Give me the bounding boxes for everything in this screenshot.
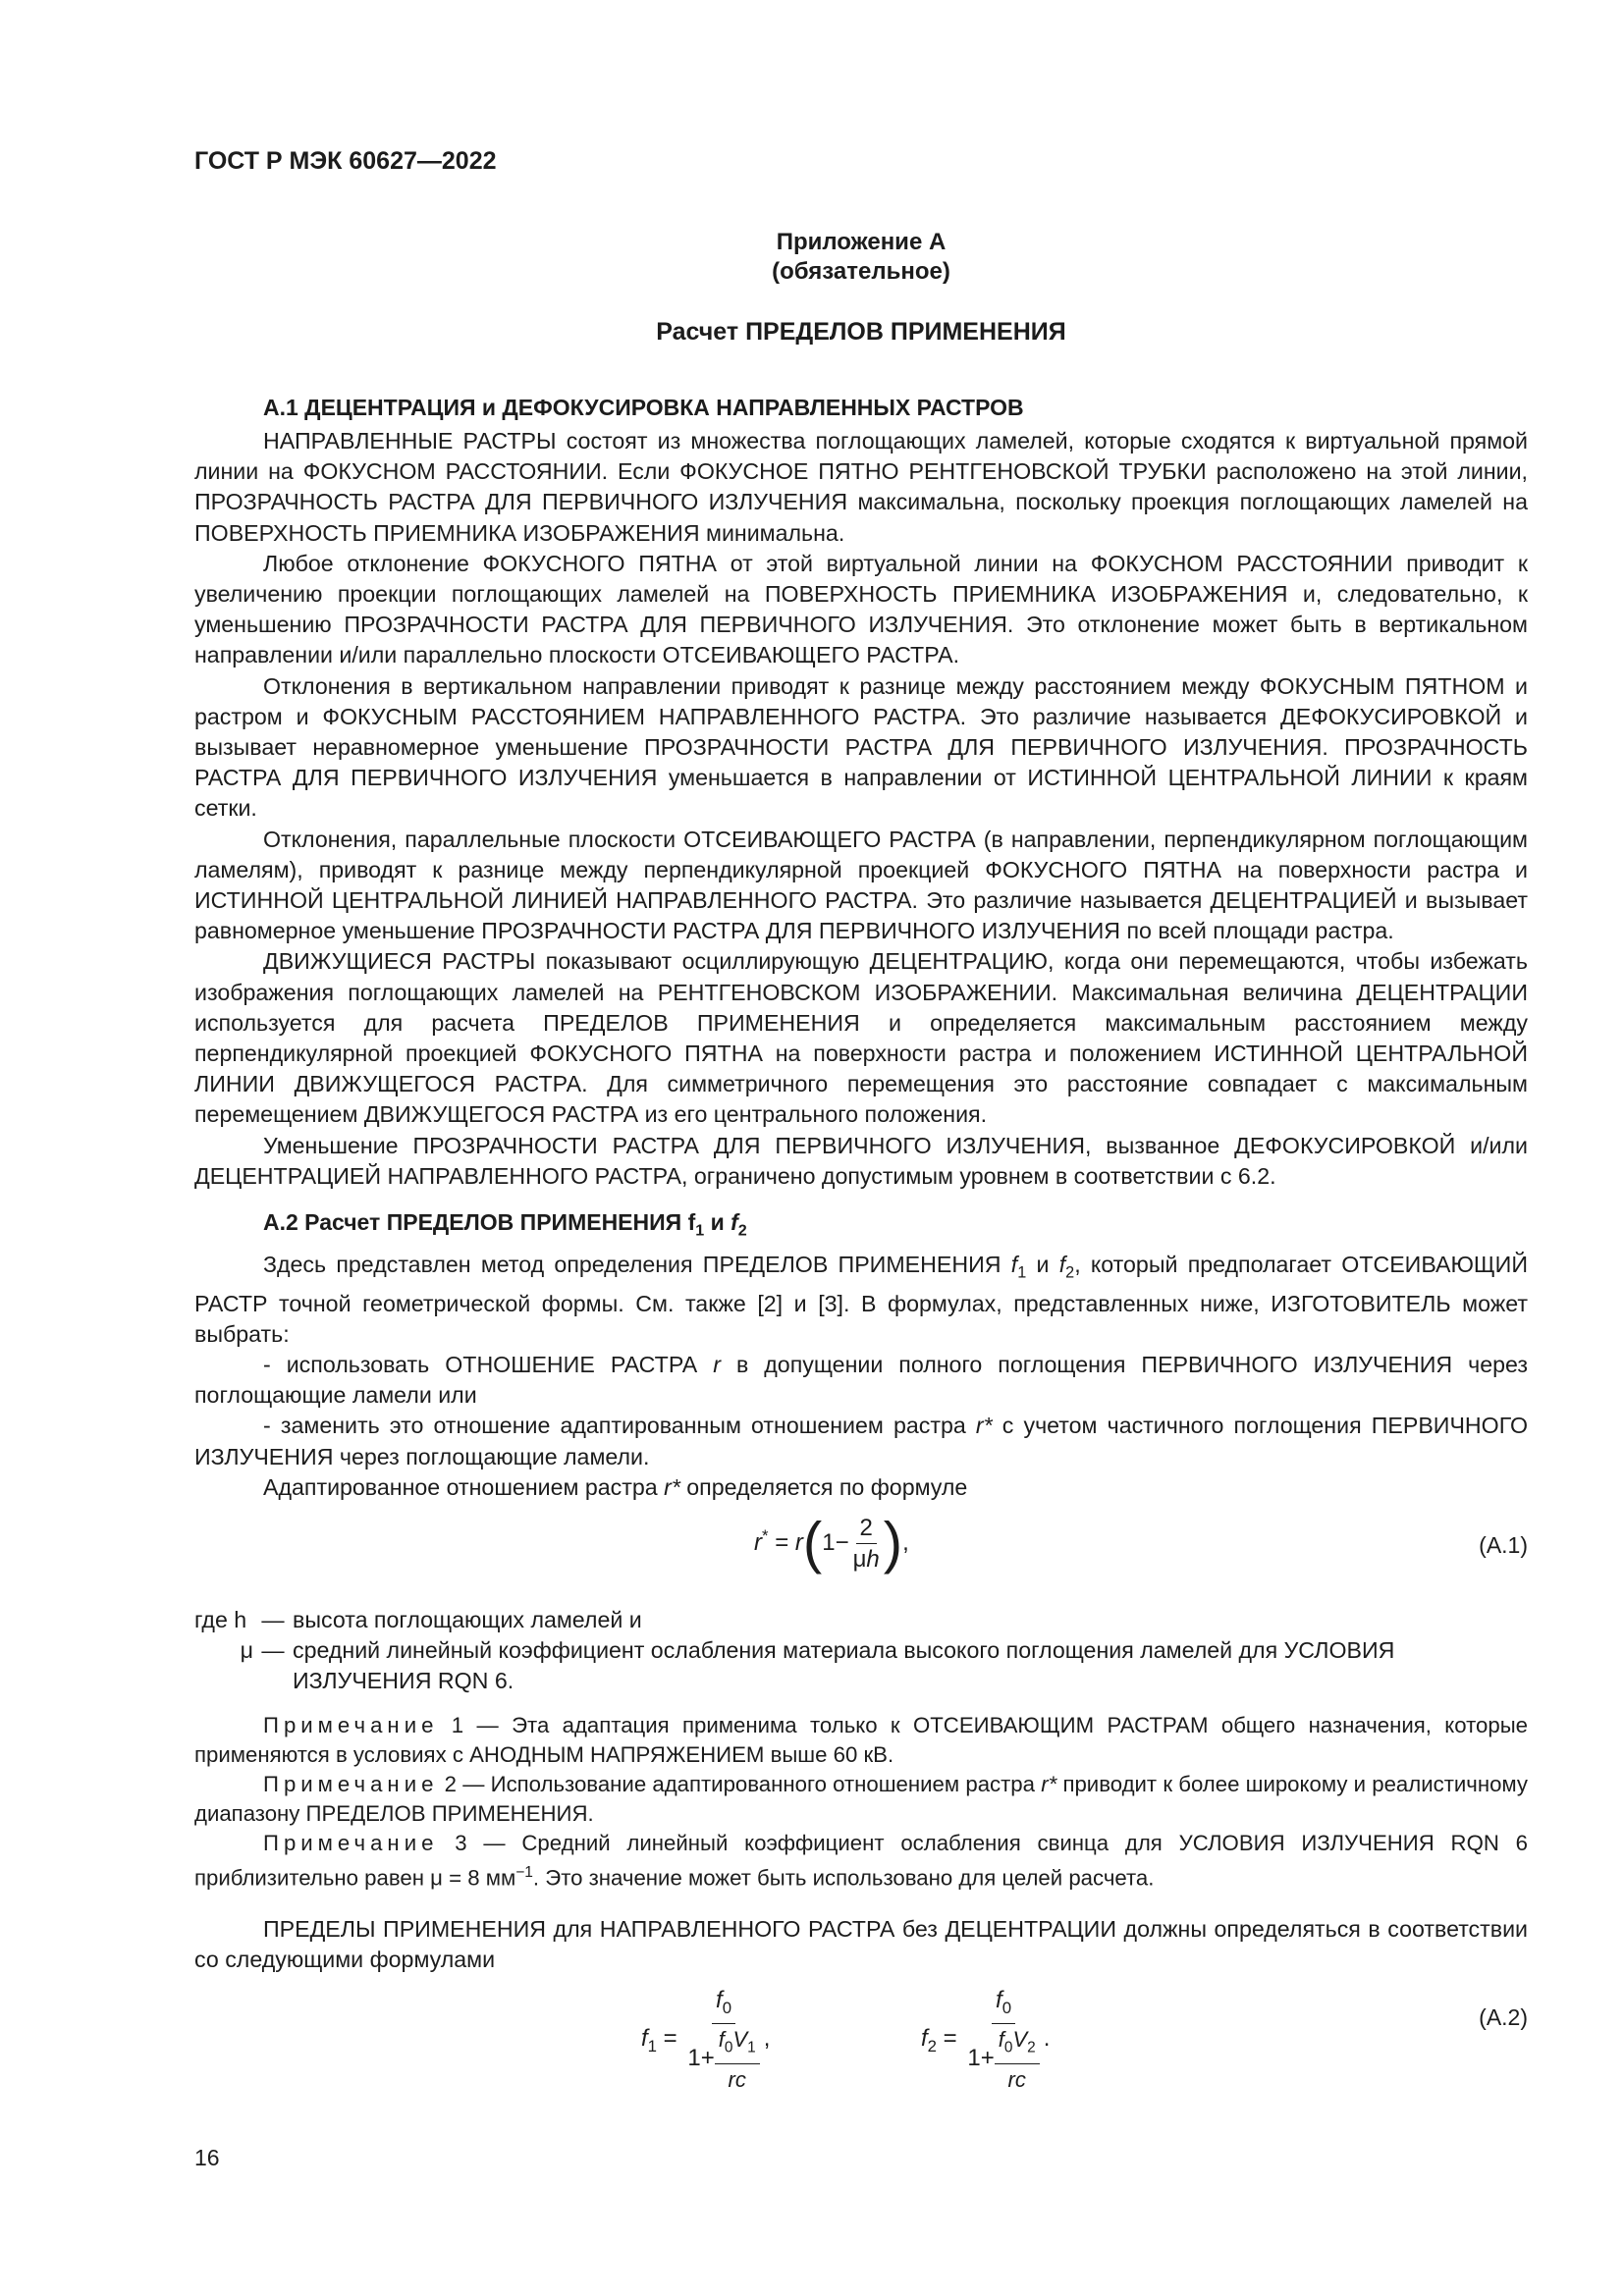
note-1: Примечание 1 — Эта адаптация применима только к ОТСЕИВАЮЩИМ РАСТРАМ общего назначения, которые применяются в условиях с АНОДНЫМ НАПРЯЖЕНИЕМ выше 60 кВ.: [194, 1712, 1528, 1767]
paragraph: Уменьшение ПРОЗРАЧНОСТИ РАСТРА ДЛЯ ПЕРВИЧНОГО ИЗЛУЧЕНИЯ, вызванное ДЕФОКУСИРОВКОЙ и/или ДЕЦЕНТРАЦИЕЙ НАПРАВЛЕННОГО РАСТРА, ограничено допустимым уровнем в соответствии с 6.2.: [194, 1132, 1528, 1189]
page-number: 16: [194, 2145, 220, 2170]
where-row: где h — высота поглощающих ламелей и: [194, 1606, 642, 1632]
section-a1-heading: А.1 ДЕЦЕНТРАЦИЯ и ДЕФОКУСИРОВКА НАПРАВЛЕННЫХ РАСТРОВ: [263, 395, 1024, 420]
formula-a1-number: (А.1): [1479, 1531, 1528, 1558]
paragraph: НАПРАВЛЕННЫЕ РАСТРЫ состоят из множества поглощающих ламелей, которые сходятся к виртуальной прямой линии на ФОКУСНОМ РАССТОЯНИИ. Если ФОКУСНОЕ ПЯТНО РЕНТГЕНОВСКОЙ ТРУБКИ расположено на этой линии, ПРОЗРАЧНОСТЬ РАСТРА ДЛЯ ПЕРВИЧНОГО ИЗЛУЧЕНИЯ максимальна, поскольку проекция поглощающих ламелей на ПОВЕРХНОСТЬ ПРИЕМНИКА ИЗОБРАЖЕНИЯ минимальна.: [194, 428, 1528, 546]
paragraph: Любое отклонение ФОКУСНОГО ПЯТНА от этой виртуальной линии на ФОКУСНОМ РАССТОЯНИИ приводит к увеличению проекции поглощающих ламелей на ПОВЕРХНОСТЬ ПРИЕМНИКА ИЗОБРАЖЕНИЯ и, следовательно, к уменьшению ПРОЗРАЧНОСТИ РАСТРА ДЛЯ ПЕРВИЧНОГО ИЗЛУЧЕНИЯ. Это отклонение может быть в вертикальном направлении и/или параллельно плоскости ОТСЕИВАЮЩЕГО РАСТРА.: [194, 550, 1528, 668]
formula-a1-expression: r* = r(1− $\frac{2}{\mu h}$ ),: [754, 1511, 909, 1575]
paragraph: Здесь представлен метод определения ПРЕДЕЛОВ ПРИМЕНЕНИЯ $f_1$ и $f_2$, который предполагает ОТСЕИВАЮЩИЙ РАСТР точной геометрической формы. См. также [2] и [3]. В формулах, представленных ниже, ИЗГОТОВИТЕЛЬ может выбрать:: [194, 1251, 1529, 1347]
notes-block: [194, 1711, 1528, 1893]
annex-status: (обязательное): [772, 258, 950, 285]
paragraph: ДВИЖУЩИЕСЯ РАСТРЫ показывают осциллирующую ДЕЦЕНТРАЦИЮ, когда они перемещаются, чтобы избежать изображения поглощающих ламелей на РЕНТГЕНОВСКОМ ИЗОБРАЖЕНИИ. Максимальная величина ДЕЦЕНТРАЦИИ используется для расчета ПРЕДЕЛОВ ПРИМЕНЕНИЯ и определяется максимальным расстоянием между перпендикулярной проекцией ФОКУСНОГО ПЯТНА на поверхности растра и положением ИСТИННОЙ ЦЕНТРАЛЬНОЙ ЛИНИИ ДВИЖУЩЕГОСЯ РАСТРА. Для симметричного перемещения это расстояние совпадает с максимальным перемещением ДВИЖУЩЕГОСЯ РАСТРА из его центрального положения.: [194, 948, 1528, 1128]
formula-a2-number: (А.2): [1479, 2004, 1528, 2031]
paragraph: Отклонения, параллельные плоскости ОТСЕИВАЮЩЕГО РАСТРА (в направлении, перпендикулярном поглощающим ламелям), приводят к разнице между перпендикулярной проекцией ФОКУСНОГО ПЯТНА на поверхности растра и ИСТИННОЙ ЦЕНТРАЛЬНОЙ ЛИНИЕЙ НАПРАВЛЕННОГО РАСТРА. Это различие называется ДЕЦЕНТРАЦИЕЙ и вызывает равномерное уменьшение ПРОЗРАЧНОСТИ РАСТРА ДЛЯ ПЕРВИЧНОГО ИЗЛУЧЕНИЯ по всей площади растра.: [194, 826, 1528, 944]
section-a2-heading: А.2 Расчет ПРЕДЕЛОВ ПРИМЕНЕНИЯ $f_1$ и $f_2$: [263, 1209, 747, 1240]
paragraph: ПРЕДЕЛЫ ПРИМЕНЕНИЯ для НАПРАВЛЕННОГО РАСТРА без ДЕЦЕНТРАЦИИ должны определяться в соответствии со следующими формулами: [194, 1915, 1528, 1973]
paragraph: Отклонения в вертикальном направлении приводят к разнице между расстоянием между ФОКУСНЫМ ПЯТНОМ и растром и ФОКУСНЫМ РАССТОЯНИЕМ НАПРАВЛЕННОГО РАСТРА. Это различие называется ДЕФОКУСИРОВКОЙ и вызывает неравномерное уменьшение ПРОЗРАЧНОСТИ РАСТРА ДЛЯ ПЕРВИЧНОГО ИЗЛУЧЕНИЯ. ПРОЗРАЧНОСТЬ РАСТРА ДЛЯ ПЕРВИЧНОГО ИЗЛУЧЕНИЯ уменьшается в направлении от ИСТИННОЙ ЦЕНТРАЛЬНОЙ ЛИНИИ к краям сетки.: [194, 672, 1528, 822]
note-3: Примечание 3 — Средний линейный коэффициент ослабления свинца для УСЛОВИЯ ИЗЛУЧЕНИЯ RQN 6 приблизительно равен μ = 8 $мм^{-1}$. Это значение может быть использовано для целей расчета.: [194, 1830, 1528, 1890]
where-block: [194, 1605, 1528, 1697]
paragraph: - использовать ОТНОШЕНИЕ РАСТРА r в допущении полного поглощения ПЕРВИЧНОГО ИЗЛУЧЕНИЯ через поглощающие ламели или: [194, 1351, 1529, 1409]
formula-a2-f1: $f_1$ = $f_0$ 1+ $\frac{f_0V_1}{rc}$ ,: [641, 1987, 771, 2092]
formula-a2: [194, 1985, 1528, 2103]
document-header: ГОСТ Р МЭК 60627—2022: [194, 147, 497, 175]
annex-title: Расчет ПРЕДЕЛОВ ПРИМЕНЕНИЯ: [656, 318, 1066, 346]
formula-a1: [194, 1503, 1528, 1601]
paragraph: Адаптированное отношением растра r* определяется по формуле: [263, 1473, 968, 1500]
document-body: [194, 393, 1528, 2103]
note-2: Примечание 2 — Использование адаптированного отношением растра r* приводит к более широкому и реалистичному диапазону ПРЕДЕЛОВ ПРИМЕНЕНИЯ.: [194, 1771, 1529, 1826]
annex-label: Приложение А: [776, 229, 947, 255]
formula-a2-f2: $f_2$ = $f_0$ 1+ $\frac{f_0V_2}{rc}$ .: [921, 1987, 1051, 2092]
annex-heading: [194, 228, 1528, 287]
paragraph: - заменить это отношение адаптированным отношением растра r* с учетом частичного поглощения ПЕРВИЧНОГО ИЗЛУЧЕНИЯ через поглощающие ламели.: [194, 1413, 1529, 1469]
document-page: [194, 0, 1528, 2296]
where-row: μ — средний линейный коэффициент ослабления материала высокого поглощения ламелей для УСЛОВИЯ ИЗЛУЧЕНИЯ RQN 6.: [240, 1637, 1395, 1694]
